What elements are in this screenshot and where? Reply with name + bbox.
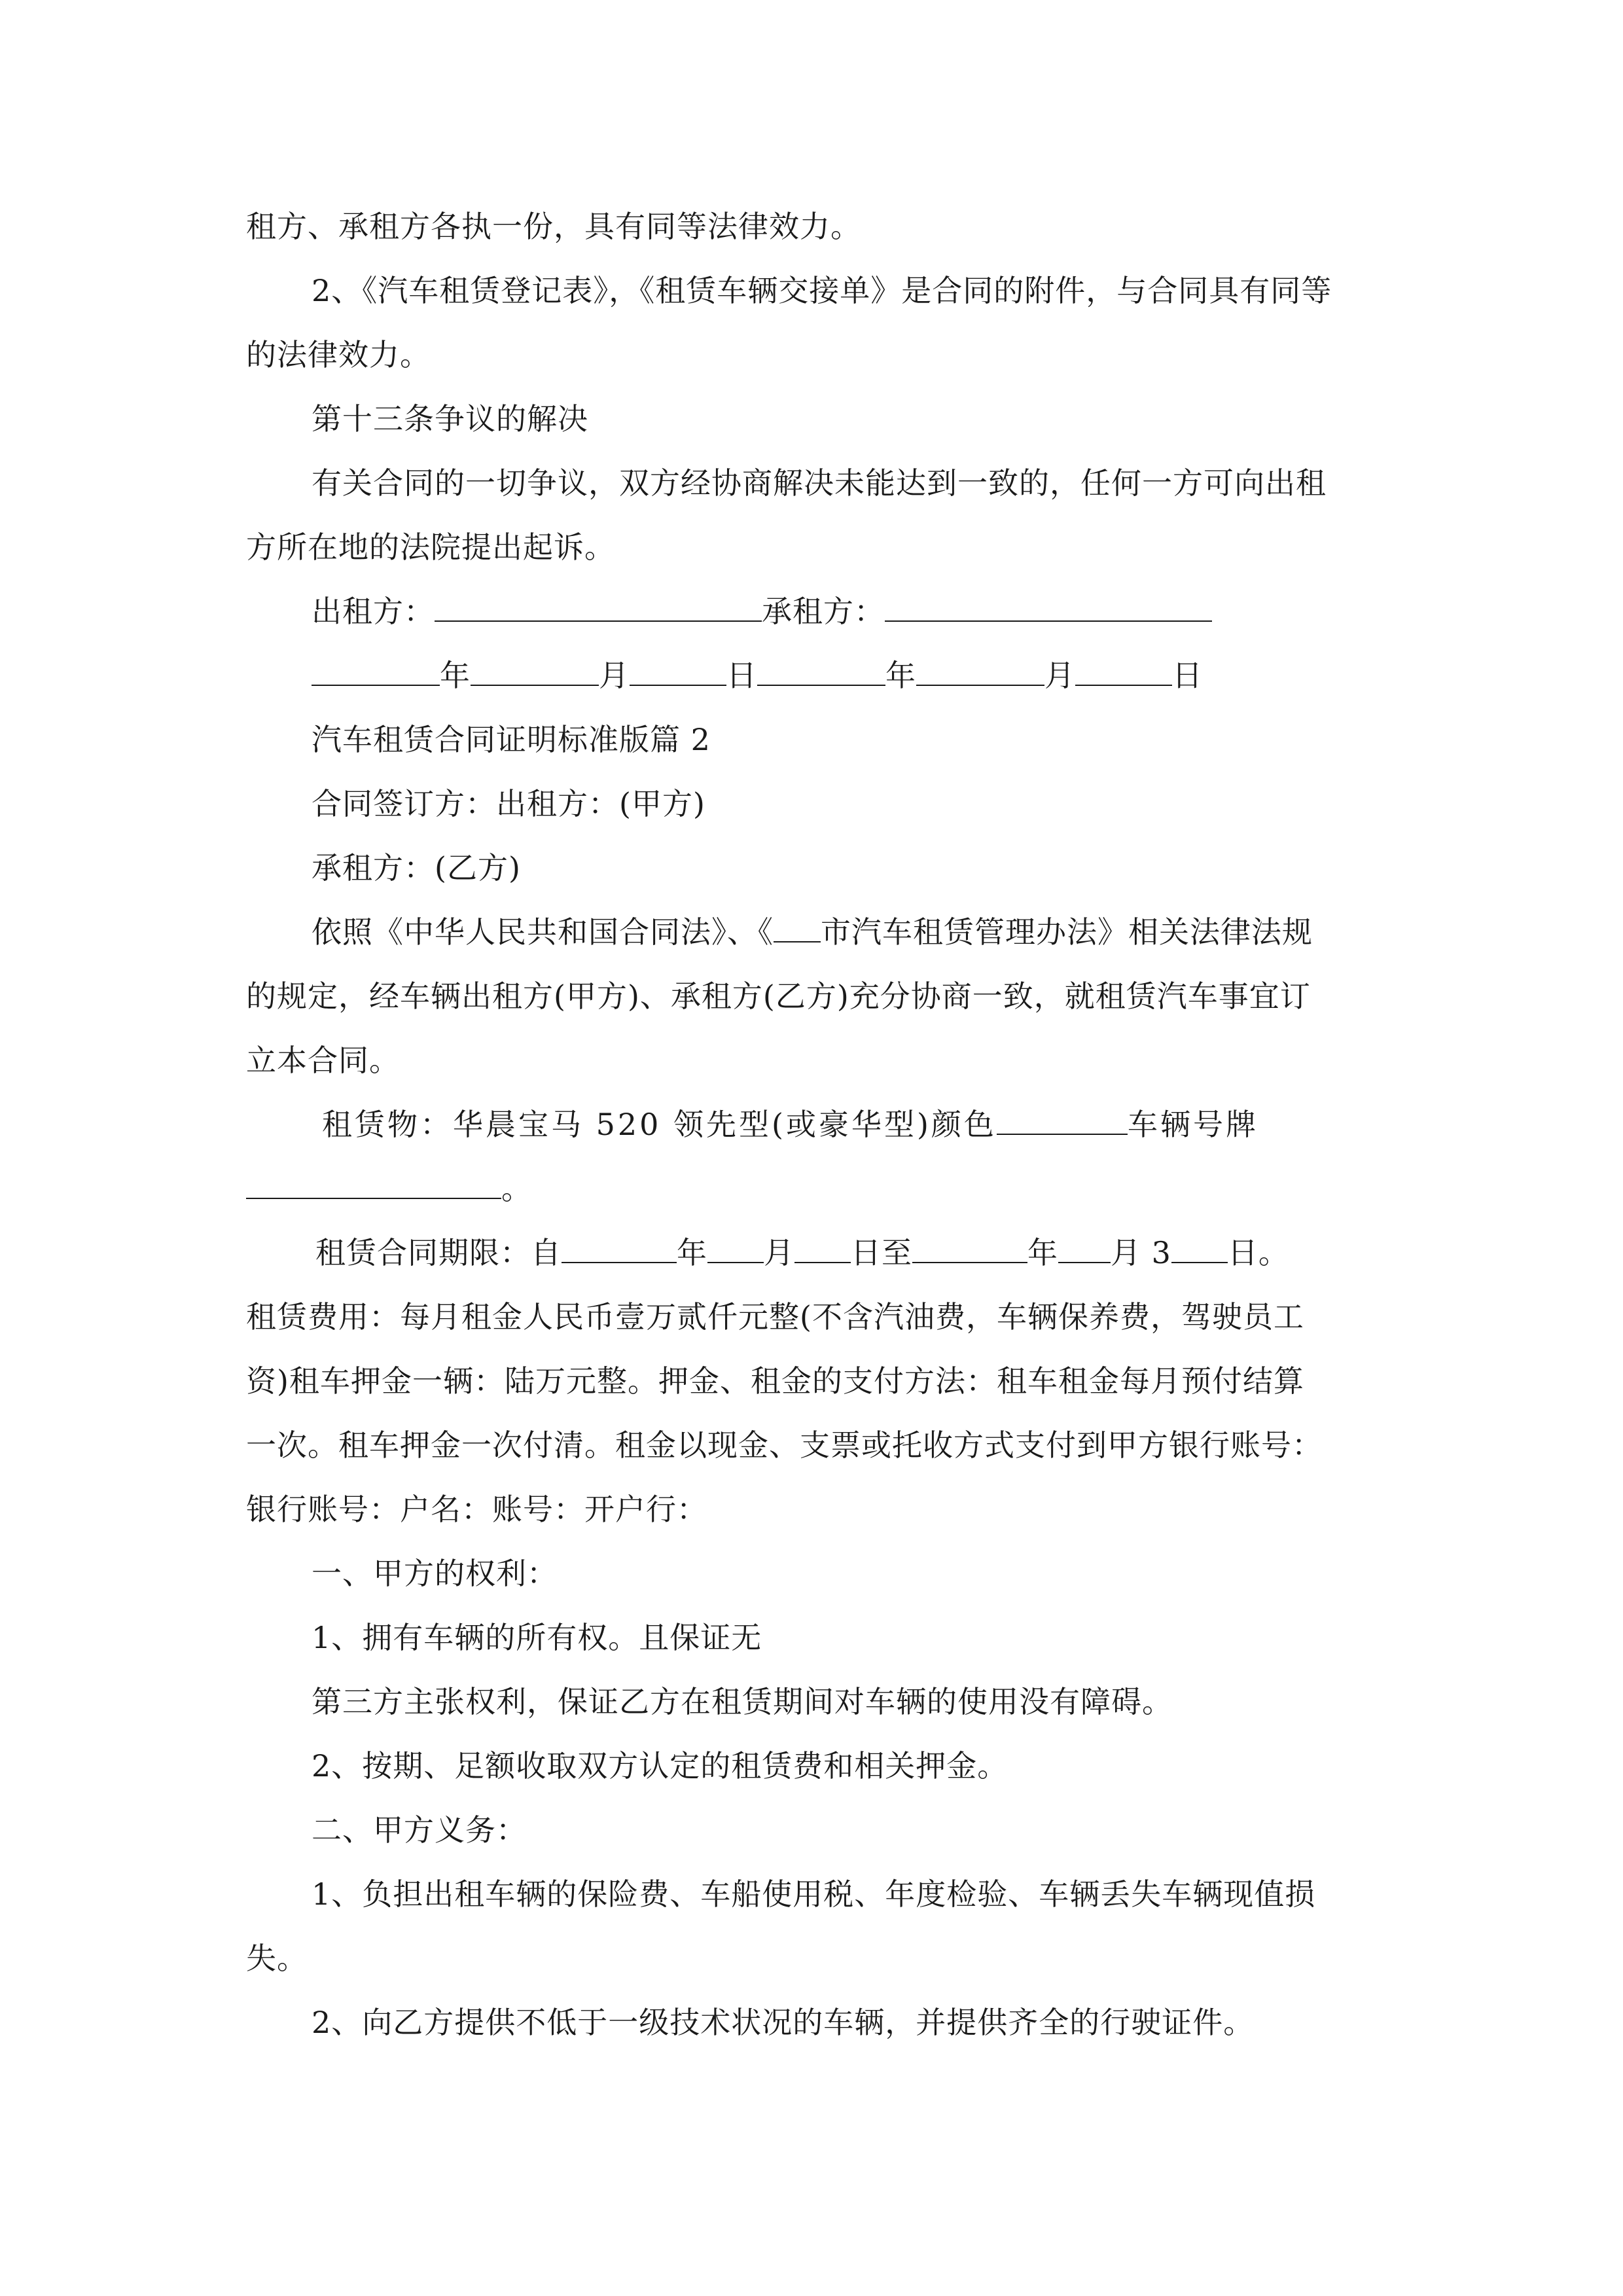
end-month-blank [1058,1236,1111,1263]
plate-blank [246,1172,501,1199]
text-span: 日至 [851,1235,912,1270]
paragraph-line: 承租方：(乙方) [312,850,521,886]
text-span: 车辆号牌 [1127,1107,1258,1142]
month-label: 月 [599,658,630,693]
day-label: 日 [726,658,757,693]
year-blank [312,658,440,686]
paragraph-line [312,912,1313,952]
paragraph-line [322,1105,1258,1144]
text-span: 租赁合同期限：自 [315,1235,562,1270]
year-label: 年 [440,658,471,693]
text-span: 依照《中华人民共和国合同法》、《 [312,914,774,950]
lessee-blank [885,594,1212,622]
day-label: 日 [1172,658,1203,693]
text-span: 租赁物：华晨宝马 520 领先型(或豪华型)颜色 [322,1107,997,1142]
paragraph-line: 租赁费用：每月租金人民币壹万贰仟元整(不含汽油费，车辆保养费，驾驶员工 [246,1299,1304,1335]
section-heading: 一、甲方的权利： [312,1556,558,1591]
text-span: 年 [1027,1235,1058,1270]
start-month-blank [707,1236,764,1263]
paragraph-line: 的规定，经车辆出租方(甲方)、承租方(乙方)充分协商一致，就租赁汽车事宜订 [246,978,1311,1014]
paragraph-line: 2、向乙方提供不低于一级技术状况的车辆，并提供齐全的行驶证件。 [312,2005,1255,2040]
lessee-label: 承租方： [762,594,885,629]
signature-line [312,592,1212,631]
paragraph-line: 2、按期、足额收取双方认定的租赁费和相关押金。 [312,1748,1008,1784]
start-year-blank [562,1236,677,1263]
paragraph-line: 1、负担出租车辆的保险费、车船使用税、年度检验、车辆丢失车辆现值损 [312,1876,1316,1912]
paragraph-line: 资)租车押金一辆：陆万元整。押金、租金的支付方法：租车租金每月预付结算 [246,1363,1304,1399]
month-blank [916,658,1044,686]
lessor-label: 出租方： [312,594,435,629]
text-span: 年 [677,1235,707,1270]
paragraph-line: 立本合同。 [246,1043,400,1078]
city-blank [774,915,821,942]
month-label: 月 [1044,658,1075,693]
end-year-blank [912,1236,1027,1263]
lessor-blank [435,594,762,622]
paragraph-line: 2、《汽车租赁登记表》，《租赁车辆交接单》是合同的附件，与合同具有同等 [312,273,1332,308]
paragraph-line: 第三方主张权利，保证乙方在租赁期间对车辆的使用没有障碍。 [312,1684,1173,1719]
section-heading: 第十三条争议的解决 [312,401,588,437]
day-blank [630,658,726,686]
paragraph-line: 1、拥有车辆的所有权。且保证无 [312,1620,762,1655]
paragraph-line: 银行账号：户名：账号：开户行： [246,1492,707,1527]
paragraph-line: 租方、承租方各执一份，具有同等法律效力。 [246,209,861,244]
text-span: 月 [764,1235,794,1270]
paragraph-line: 一次。租车押金一次付清。租金以现金、支票或托收方式支付到甲方银行账号： [246,1427,1323,1463]
paragraph-line [246,1169,532,1208]
text-span: 日。 [1227,1235,1289,1270]
paragraph-line: 失。 [246,1941,308,1976]
text-span: 市汽车租赁管理办法》相关法律法规 [821,914,1313,950]
paragraph-line: 有关合同的一切争议，双方经协商解决未能达到一致的，任何一方可向出租 [312,465,1327,501]
month-blank [471,658,599,686]
start-day-blank [794,1236,851,1263]
paragraph-line: 的法律效力。 [246,337,431,372]
year-label: 年 [885,658,916,693]
paragraph-line: 合同签订方：出租方：(甲方) [312,786,705,821]
day-blank [1075,658,1172,686]
text-span: 。 [501,1171,532,1206]
color-blank [997,1107,1128,1135]
end-day-blank [1171,1236,1228,1263]
section-heading: 二、甲方义务： [312,1812,527,1848]
date-line [312,656,1203,695]
paragraph-line: 方所在地的法院提出起诉。 [246,529,615,565]
year-blank [757,658,885,686]
section-title: 汽车租赁合同证明标准版篇 2 [312,722,711,757]
text-span: 月 3 [1111,1235,1171,1270]
paragraph-line [315,1233,1289,1272]
